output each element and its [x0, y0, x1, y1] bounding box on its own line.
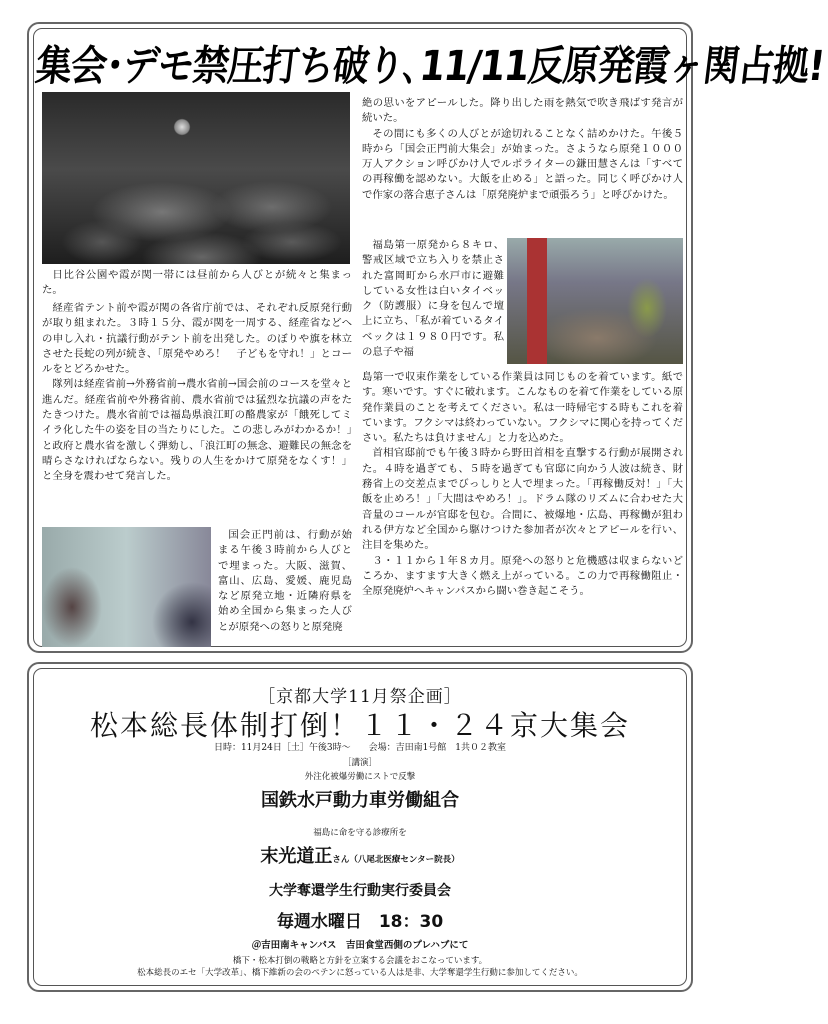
column-right-mid — [362, 238, 504, 360]
paragraph: ３・１１から１年８カ月。原発への怒りと危機感は収まらないどころか、ますます大きく燃え上がっている。この力で再稼働阻止・全原発廃炉へキャンパスから闘い巻き起こそう。 — [362, 554, 683, 598]
meeting-venue: ＠吉田南キャンパス 吉田食堂西側のプレハブにて — [251, 940, 469, 951]
speaker2-title: さん（八尾北医療センター院長） — [332, 855, 460, 865]
column-left — [42, 301, 352, 485]
column-left-bottom — [218, 528, 352, 635]
paragraph: 首相官邸前でも午後３時から野田首相を直撃する行動が展開された。４時を過ぎても、５時を過ぎても官邸に向かう人波は続き、財務省上の交差点までびっしりと人で埋まった。「再稼働反対！」「大飯を止めろ！」「大間はやめろ！」。ドラム隊のリズムに合わせた大音量のコールが官邸を包む。合間に、被爆地・広島、再稼働が狙われる伊方など全国から駆けつけた参加者が次々とアピールを行い、注目を集めた。 — [362, 447, 683, 552]
speaker1-subtitle: 外注化被爆労働にストで反撃 — [304, 772, 416, 782]
photo-rally-banners — [507, 238, 683, 364]
speaker2-subtitle: 福島に命を守る診療所を — [313, 828, 407, 838]
speaker2-line — [35, 842, 685, 868]
column-right-top — [362, 96, 683, 203]
talk-label: ［講演］ — [342, 758, 377, 768]
event-label: ［京都大学11月祭企画］ — [258, 687, 462, 707]
paragraph: その間にも多くの人びとが途切れることなく詰めかけた。午後５時から「国会正門前大集会」が始まった。さようなら原発１０００万人アクション呼びかけ人でルポライターの鎌田慧さんは「すべての再稼働を認めない。大飯を止める」と語った。同じく呼びかけ人で作家の落合恵子さんは「原発廃炉まで頑張ろう」と呼びかけた。 — [362, 127, 683, 201]
headline: 集会･デモ禁圧打ち破り､11/11反原発霞ヶ関占拠! — [33, 43, 827, 91]
paragraph: 福島第一原発から８キロ、警戒区域で立ち入りを禁止された富岡町から水戸市に避難している女性は白いタイベック（防護服）に身を包んで壇上に立ち、「私が着ているタイベックは１９８０円です。私の息子や福 — [362, 239, 504, 359]
footer-line-2: 松本総長のエセ「大学改革」、橋下維新の会のペテンに怒っている人は是非、大学奪還学生行動に参加してください。 — [137, 968, 583, 978]
paragraph: 経産省テント前や霞が関の各省庁前では、それぞれ反原発行動が取り組まれた。３時１５分、霞が関を一周する、経産省などへの申し入れ・抗議行動がテント前を出発した。のぼりや旗を林立させた長蛇の列が続き、「原発やめろ！ 子どもを守れ！」とコールをとどろかせた。 — [42, 302, 352, 376]
paragraph: 国会正門前は、行動が始まる午後３時前から人びとで埋まった。大阪、滋賀、富山、広島、愛媛、鹿児島など原発立地・近隣府県を始め全国から集まった人びとが原発への怒りと原発廃 — [218, 529, 352, 633]
paragraph: 絶の思いをアピールした。降り出した雨を熱気で吹き飛ばす発言が続いた。 — [362, 97, 683, 125]
caption-text: 日比谷公園や霞が関一帯には昼前から人びとが続々と集まった。 — [42, 269, 352, 297]
event-info: 日時：11月24日［土］午後3時～ 会場：吉田南1号館 1共０２教室 — [213, 743, 507, 753]
photo-march — [42, 527, 211, 647]
speaker1-name: 国鉄水戸動力車労働組合 — [261, 790, 459, 811]
photo-umbrella-crowd — [42, 92, 350, 264]
footer-line-1: 橋下・松本打倒の戦略と方針を立案する会議をおこなっています。 — [232, 956, 488, 966]
event-title: 松本総長体制打倒！１１・２４京大集会 — [89, 709, 630, 742]
meeting-schedule: 毎週水曜日 18：30 — [276, 912, 444, 932]
column-right-bottom — [362, 370, 683, 599]
photo-caption — [42, 268, 352, 299]
paragraph: 島第一で収束作業をしている作業員は同じものを着ています。紙です。寒いです。すぐに破れます。こんなものを着て作業をしている原発作業員のことを考えてください。私は一時帰宅する時もこれを着ています。フクシマは終わっていない。フクシマに関心を持ってください。私たちは負けません」と力を込めた。 — [362, 371, 683, 445]
paragraph: 隊列は経産省前→外務省前→農水省前→国会前のコースを堂々と進んだ。経産省前や外務省前、農水省前では猛烈な抗議の声をたたきつけた。農水省前では福島県浪江町の酪農家が「餓死してミイラ化した牛の姿を目の当たりにした。この悲しみがわかるか！」と政府と農水省を激しく弾劾し、「浪江町の無念、避難民の無念を晴らさなければならない。残りの人生をかけて原発をなくす！」と全身を震わせて発言した。 — [42, 378, 352, 483]
group-name: 大学奪還学生行動実行委員会 — [269, 883, 451, 899]
speaker2-name: 末光道正 — [260, 846, 333, 867]
